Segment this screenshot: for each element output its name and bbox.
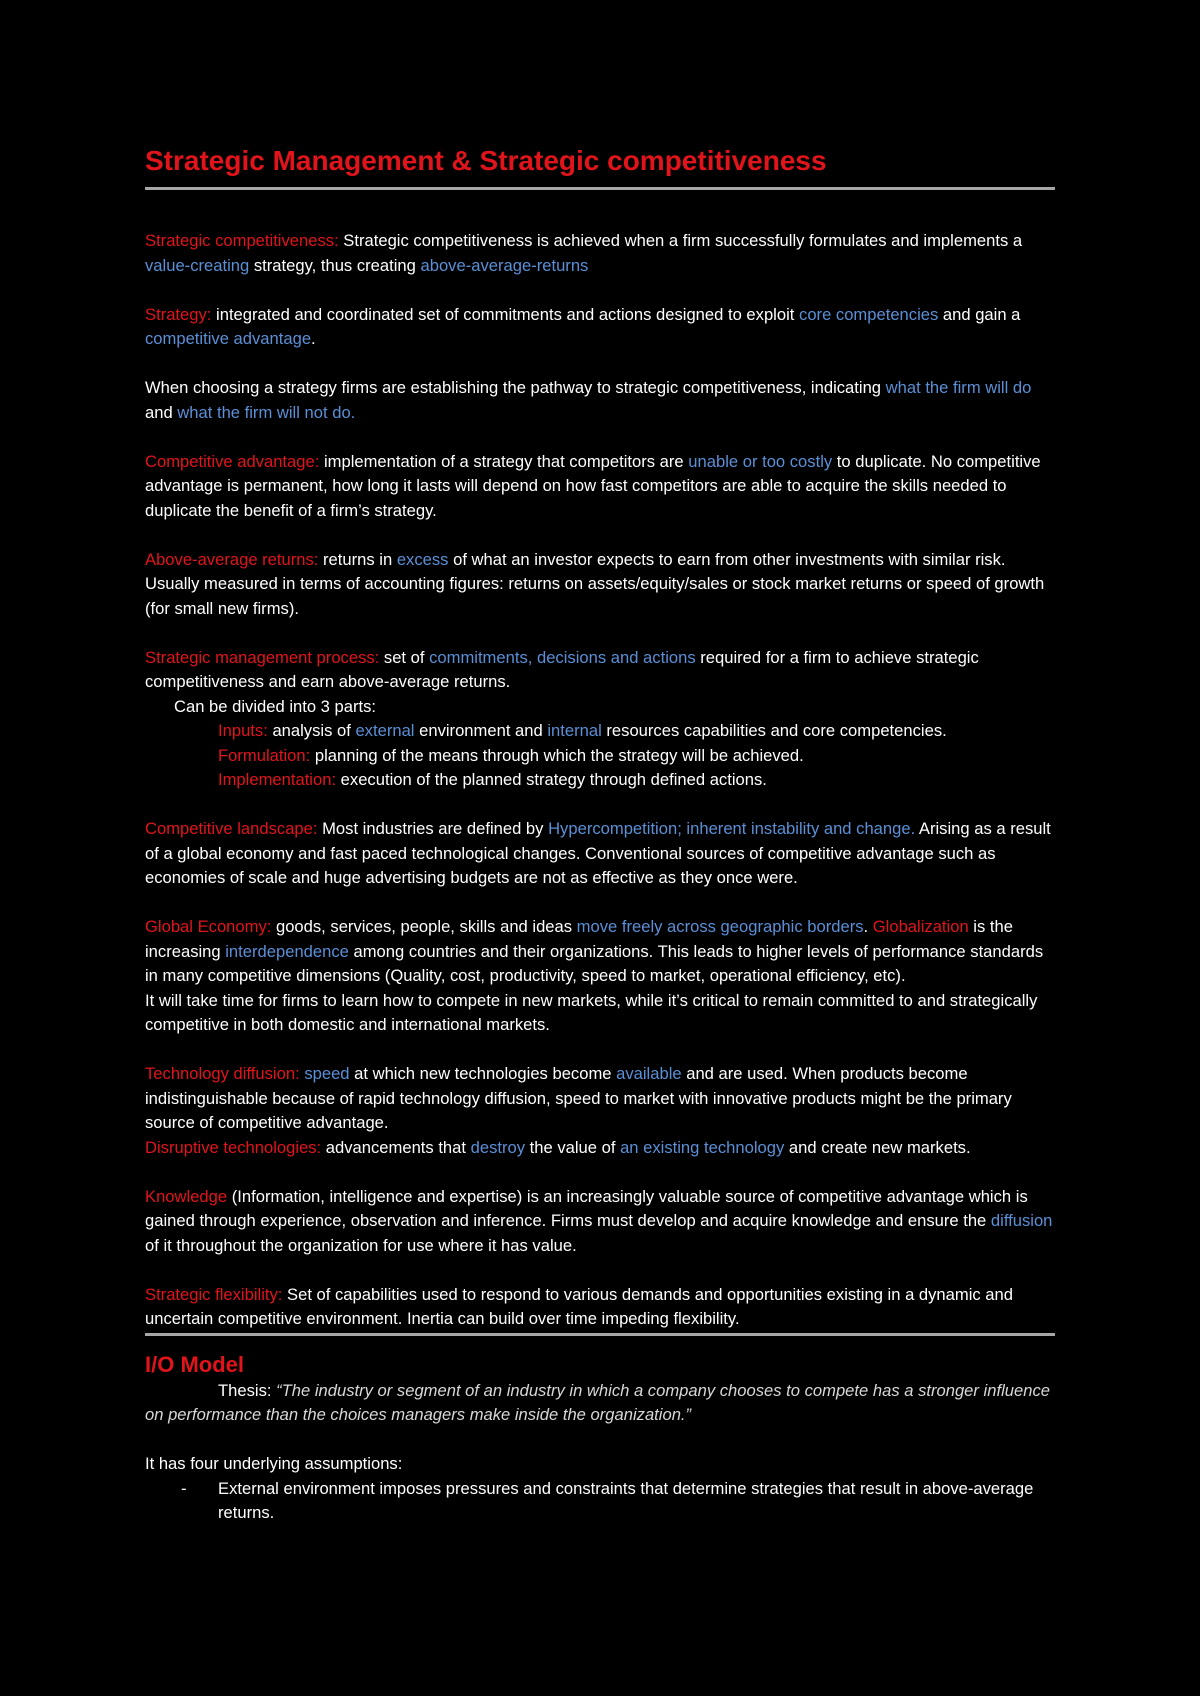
paragraph-above-average-returns: Above-average returns: returns in excess of what an investor expects to earn from other investments with similar risk. Usually measured in terms of accounting figures: returns on assets/equity/sales or stock market returns or speed of growth (for small new firms). [145, 549, 1045, 618]
paragraph-competitive-landscape: Competitive landscape: Most industries are defined by Hypercompetition; inherent instability and change. Arising as a result of a global economy and fast paced technological changes. Conventional sources of competitive advantage such as economies of scale and huge advertising budgets are not as effective as they once were. [145, 819, 1051, 887]
process-part-inputs: Inputs: analysis of external environment and internal resources capabilities and core competencies. [218, 721, 947, 740]
highlight-text: above-average-returns [420, 255, 589, 275]
term-label: Competitive landscape: [145, 819, 318, 838]
highlight-text: an existing technology [620, 1137, 785, 1157]
paragraph-strategic-competitiveness: Strategic competitiveness: Strategic competitiveness is achieved when a firm successfully formulates and implements a value-creating strategy, thus creating above-average-returns [145, 231, 1023, 275]
highlight-text: available [616, 1064, 682, 1083]
bullet-text: External environment imposes pressures and constraints that determine strategies that result in above-average returns. [218, 1478, 1034, 1522]
highlight-text: move freely across geographic borders [576, 917, 864, 936]
highlight-text: speed [304, 1064, 350, 1083]
highlight-text: commitments, decisions and actions [429, 647, 696, 667]
term-label: Global Economy: [145, 917, 272, 936]
paragraph-competitive-advantage: Competitive advantage: implementation of a strategy that competitors are unable or too costly to duplicate. No competitive advantage is permanent, how long it lasts will depend on how fast competitors are able to acquire the skills needed to duplicate the benefit of a firm’s strategy. [145, 451, 1041, 520]
paragraph-strategic-management-process: Strategic management process: set of commitments, decisions and actions required for a firm to achieve strategic competitiveness and earn above-average returns. [145, 647, 979, 691]
paragraph-global-economy: Global Economy: goods, services, people, skills and ideas move freely across geographic borders. Globalization is the increasing interdependence among countries and their organizations. This leads to higher levels of performance standards in many competitive dimensions (Quality, cost, productivity, speed to market, operational efficiency, etc). [145, 917, 1044, 985]
paragraph-strategy: Strategy: integrated and coordinated set of commitments and actions designed to exploit core competencies and gain a competitive advantage. [145, 304, 1021, 348]
thesis-label: Thesis: [218, 1380, 277, 1400]
process-part-formulation: Formulation: planning of the means through which the strategy will be achieved. [218, 745, 804, 765]
io-thesis [145, 1379, 1055, 1428]
list-item [145, 1477, 1055, 1526]
paragraph-technology-diffusion: Technology diffusion: speed at which new technologies become available and are used. When products become indistinguishable because of rapid technology diffusion, speed to market with innovative products might be the primary source of competitive advantage. [145, 1064, 1012, 1132]
term-label: Strategic flexibility: [145, 1284, 283, 1304]
thesis-quote: “The industry or segment of an industry in which a company chooses to compete has a stronger influence on performance than the choices managers make inside the organization.” [145, 1380, 1050, 1424]
highlight-text: diffusion [990, 1211, 1053, 1230]
document-content [145, 143, 1055, 1526]
assumptions-intro: It has four underlying assumptions: [145, 1454, 403, 1473]
term-label: Knowledge [145, 1186, 228, 1206]
paragraph-global-competition: It will take time for firms to learn how to compete in new markets, while it’s critical to remain committed to and strategically competitive in both domestic and international markets. [145, 990, 1038, 1034]
paragraph-disruptive-technologies: Disruptive technologies: advancements that destroy the value of an existing technology and create new markets. [145, 1137, 971, 1157]
term-label: Inputs: [218, 721, 268, 740]
highlight-text: core competencies [799, 304, 939, 324]
highlight-text: competitive advantage [145, 329, 312, 348]
term-label: Strategic management process: [145, 647, 380, 667]
highlight-text: Hypercompetition; inherent instability and change. [548, 819, 916, 838]
highlight-text: internal [547, 721, 602, 740]
term-label: Implementation: [218, 770, 337, 789]
page-title: Strategic Management & Strategic competitiveness [145, 145, 827, 176]
term-label: Disruptive technologies: [145, 1137, 322, 1157]
highlight-text: unable or too costly [688, 451, 833, 471]
highlight-text: excess [396, 549, 449, 569]
highlight-text: external [355, 721, 415, 740]
process-parts-intro: Can be divided into 3 parts: [174, 696, 377, 716]
term-label: Globalization [872, 917, 969, 936]
term-label: Strategy: [145, 304, 212, 324]
paragraph-strategic-flexibility: Strategic flexibility: Set of capabilities used to respond to various demands and opportunities existing in a dynamic and uncertain competitive environment. Inertia can build over time impeding flexibility. [145, 1284, 1013, 1328]
bullet-dash: - [181, 1478, 187, 1498]
paragraph-knowledge: Knowledge (Information, intelligence and expertise) is an increasingly valuable source of competitive advantage which is gained through experience, observation and inference. Firms must develop and acquire knowledge and ensure the diffusion of it throughout the organization for use where it has value. [145, 1186, 1053, 1255]
highlight-text: interdependence [225, 941, 349, 961]
io-model-heading: I/O Model [145, 1351, 244, 1377]
term-label: Strategic competitiveness: [145, 231, 339, 250]
paragraph-choosing-strategy: When choosing a strategy firms are establishing the pathway to strategic competitiveness, indicating what the firm will do and what the firm will not do. [145, 378, 1032, 422]
highlight-text: destroy [470, 1137, 526, 1157]
highlight-text: value-creating [145, 255, 250, 275]
term-label: Technology diffusion: [145, 1064, 300, 1083]
process-part-implementation: Implementation: execution of the planned strategy through defined actions. [218, 770, 767, 789]
term-label: Formulation: [218, 745, 311, 765]
term-label: Competitive advantage: [145, 451, 320, 471]
term-label: Above-average returns: [145, 549, 319, 569]
highlight-text: what the firm will not do. [177, 402, 356, 422]
highlight-text: what the firm will do [885, 378, 1032, 397]
